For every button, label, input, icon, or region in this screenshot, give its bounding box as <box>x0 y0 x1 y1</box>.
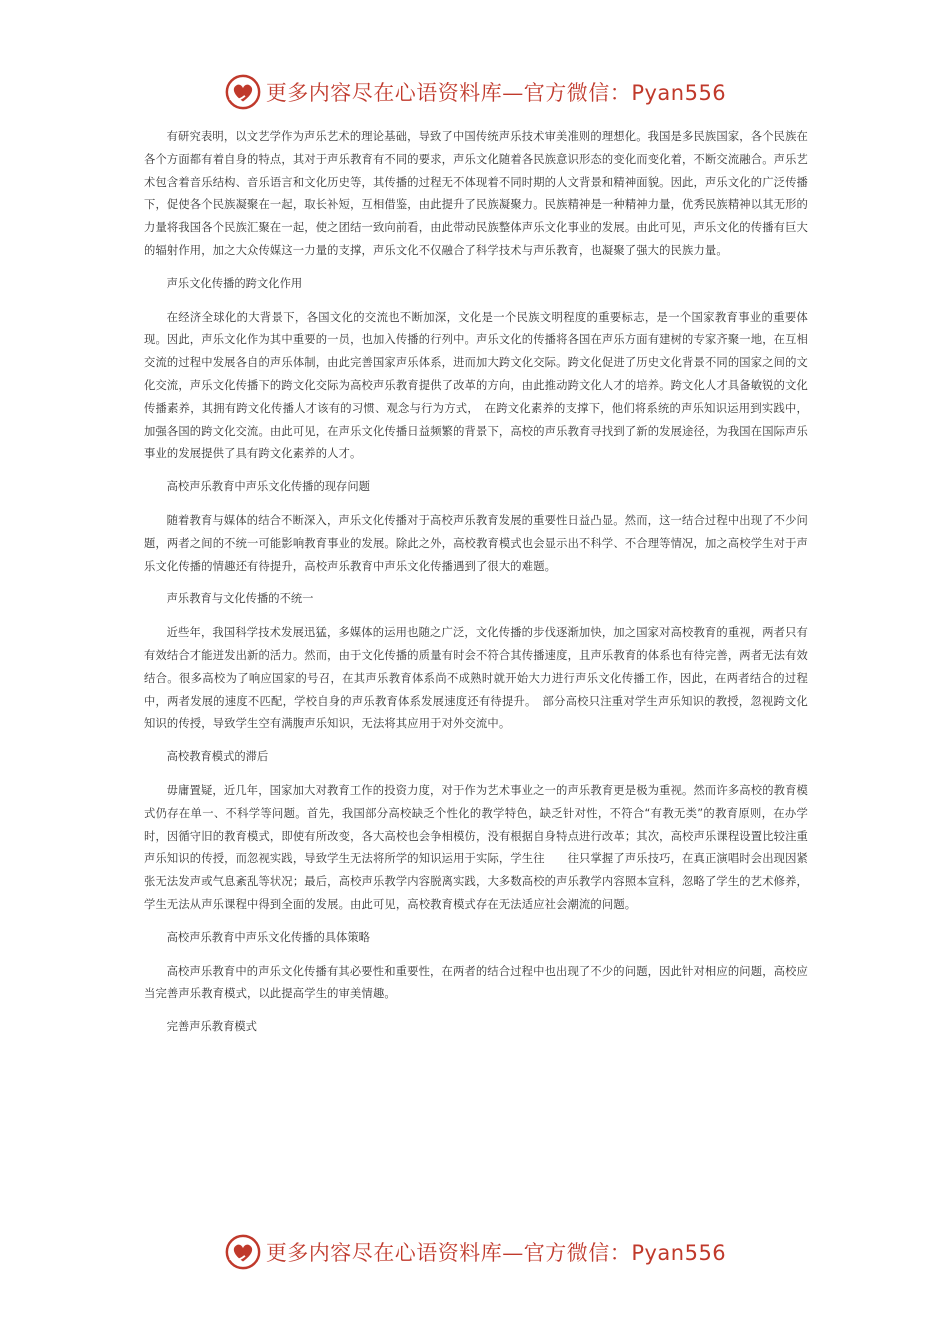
header-banner <box>0 72 950 112</box>
body-paragraph: 近些年，我国科学技术发展迅猛，多媒体的运用也随之广泛，文化传播的步伐逐渐加快，加之国家对高校教育的重视，两者只有有效结合才能迸发出新的活力。然而，由于文化传播的质量有时会不符合其传播速度，且声乐教育的体系也有待完善，两者无法有效结合。很多高校为了响应国家的号召，在其声乐教育体系尚不成熟时就开始大力进行声乐文化传播工作，因此，在两者结合的过程中，两者发展的速度不匹配，学校自身的声乐教育体系发展速度还有待提升。 部分高校只注重对学生声乐知识的教授，忽视跨文化知识的传授，导致学生空有满腹声乐知识，无法将其应用于对外交流中。 <box>144 626 808 731</box>
heart-logo-icon <box>224 1233 262 1271</box>
body-paragraph: 高校声乐教育中的声乐文化传播有其必要性和重要性，在两者的结合过程中也出现了不少的问题，因此针对相应的问题，高校应当完善声乐教育模式，以此提高学生的审美情趣。 <box>144 964 808 1001</box>
banner-text <box>266 77 726 107</box>
banner-wechat-id: Pyan556 <box>631 1241 727 1265</box>
heart-logo-icon <box>224 73 262 111</box>
section-heading: 声乐教育与文化传播的不统一 <box>166 592 314 606</box>
section-heading: 高校声乐教育中声乐文化传播的现存问题 <box>166 480 370 494</box>
section-heading: 声乐文化传播的跨文化作用 <box>166 276 303 290</box>
banner-main-text: 更多内容尽在心语资料库—官方微信： <box>265 1241 632 1265</box>
banner-main-text: 更多内容尽在心语资料库—官方微信： <box>265 81 632 105</box>
footer-banner <box>0 1232 950 1272</box>
body-paragraph: 毋庸置疑，近几年，国家加大对教育工作的投资力度，对于作为艺术事业之一的声乐教育更是极为重视。然而许多高校的教育模式仍存在单一、不科学等问题。首先，我国部分高校缺乏个性化的教学特色，缺乏针对性，不符合“有教无类”的教育原则，在办学时，因循守旧的教育模式，即使有所改变，各大高校也会争相模仿，没有根据自身特点进行改革；其次，高校声乐课程设置比较注重声乐知识的传授，而忽视实践，导致学生无法将所学的知识运用于实际，学生往 往只掌握了声乐技巧，在真正演唱时会出现因紧张无法发声或气息紊乱等状况；最后，高校声乐教学内容脱离实践，大多数高校的声乐教学内容照本宣科，忽略了学生的艺术修养，学生无法从声乐课程中得到全面的发展。由此可见，高校教育模式存在无法适应社会潮流的问题。 <box>144 783 808 911</box>
body-paragraph: 在经济全球化的大背景下，各国文化的交流也不断加深，文化是一个民族文明程度的重要标志，是一个国家教育事业的重要体现。因此，声乐文化作为其中重要的一员，也加入传播的行列中。声乐文化的传播将各国在声乐方面有建树的专家齐聚一地，在互相交流的过程中发展各自的声乐体制，由此完善国家声乐体系，进而加大跨文化交际。跨文化促进了历史文化背景不同的国家之间的文化交流，声乐文化传播下的跨文化交际为高校声乐教育提供了改革的方向，由此推动跨文化人才的培养。跨文化人才具备敏锐的文化传播素养，其拥有跨文化传播人才该有的习惯、观念与行为方式， 在跨文化素养的支撑下，他们将系统的声乐知识运用到实践中，加强各国的跨文化交流。由此可见，在声乐文化传播日益频繁的背景下，高校的声乐教育寻找到了新的发展途径，为我国在国际声乐事业的发展提供了具有跨文化素养的人才。 <box>144 310 808 461</box>
section-heading: 完善声乐教育模式 <box>166 1020 257 1034</box>
banner-wechat-id: Pyan556 <box>631 81 727 105</box>
body-paragraph: 有研究表明，以文艺学作为声乐艺术的理论基础，导致了中国传统声乐技术审美准则的理想化。我国是多民族国家，各个民族在各个方面都有着自身的特点，其对于声乐教育有不同的要求，声乐文化随着各民族意识形态的变化而变化着，不断交流融合。声乐艺术包含着音乐结构、音乐语言和文化历史等，其传播的过程无不体现着不同时期的人文背景和精神面貌。因此，声乐文化的广泛传播下，促使各个民族凝聚在一起，取长补短，互相借鉴，由此提升了民族凝聚力。民族精神是一种精神力量，优秀民族精神以其无形的力量将我国各个民族汇聚在一起，使之团结一致向前看，由此带动民族整体声乐文化事业的发展。由此可见，声乐文化的传播有巨大的辐射作用，加之大众传媒这一力量的支撑，声乐文化不仅融合了科学技术与声乐教育，也凝聚了强大的民族力量。 <box>144 130 808 257</box>
section-heading: 高校声乐教育中声乐文化传播的具体策略 <box>166 930 370 944</box>
body-paragraph: 随着教育与媒体的结合不断深入，声乐文化传播对于高校声乐教育发展的重要性日益凸显。然而，这一结合过程中出现了不少问题，两者之间的不统一可能影响教育事业的发展。除此之外，高校教育模式也会显示出不科学、不合理等情况，加之高校学生对于声乐文化传播的情趣还有待提升，高校声乐教育中声乐文化传播遇到了很大的难题。 <box>144 513 808 573</box>
section-heading: 高校教育模式的滞后 <box>166 750 269 764</box>
banner-text <box>266 1237 726 1267</box>
document-body <box>144 126 808 1050</box>
